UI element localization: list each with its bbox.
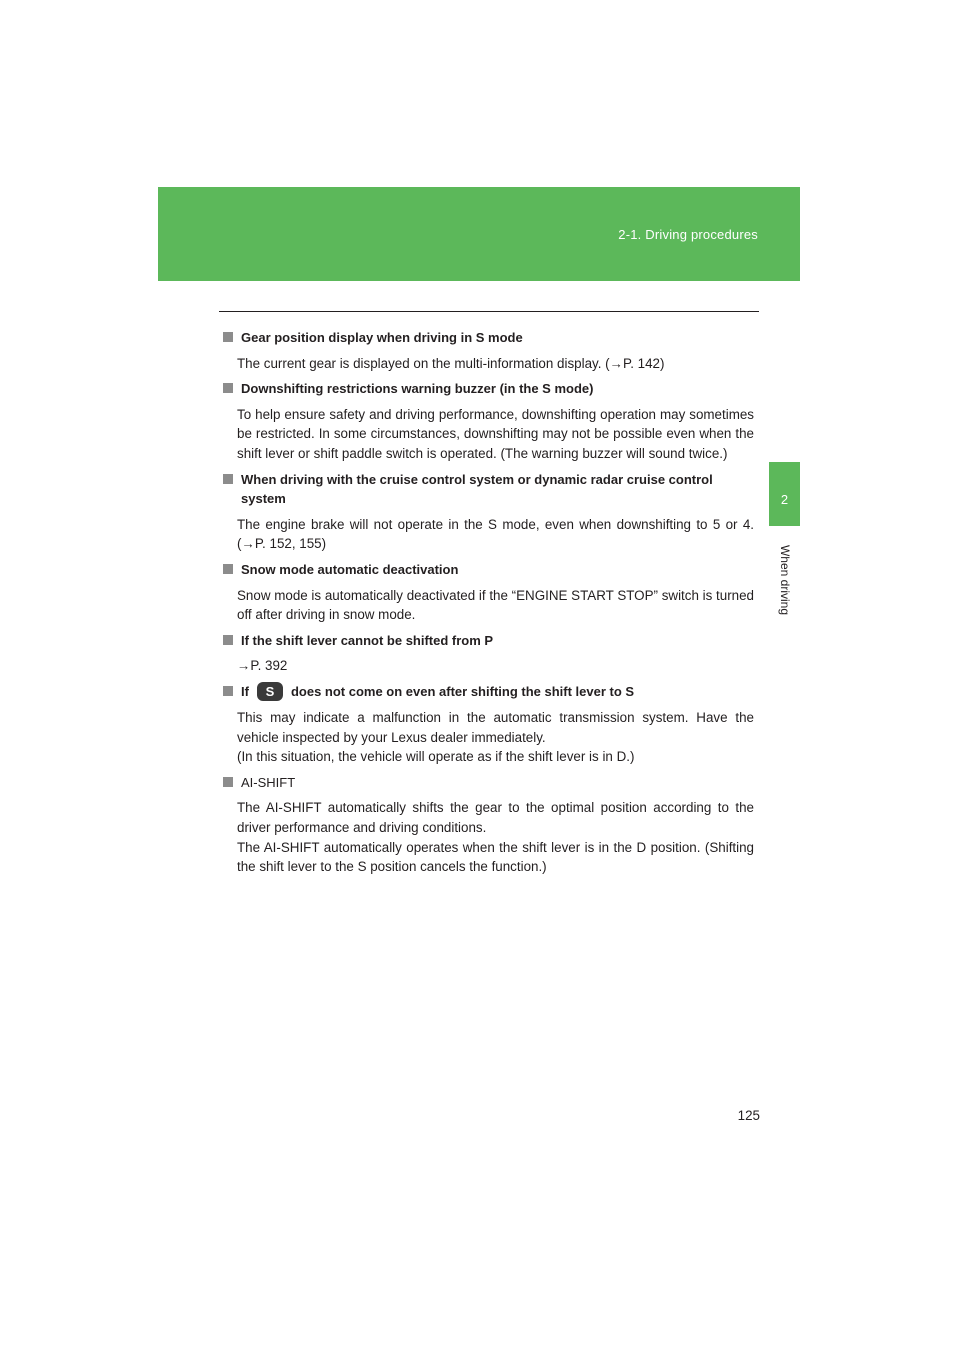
page-number: 125 (737, 1108, 760, 1123)
chapter-number: 2 (780, 492, 789, 507)
section-s-indicator (219, 682, 754, 767)
square-bullet-icon (223, 564, 233, 574)
section-gear-position (219, 328, 754, 373)
section-snow-mode (219, 560, 754, 625)
section-downshift-buzzer (219, 379, 754, 463)
section-body: The AI-SHIFT automatically shifts the gear to the optimal position according to the driver performance and driving conditions. The AI-SHIFT automatically operates when the shift lever is in the D position. (Shifting the shift lever to the S position cancels the function.) (237, 800, 754, 875)
chapter-label: When driving (778, 544, 792, 616)
section-cruise-control (219, 470, 754, 554)
square-bullet-icon (223, 635, 233, 645)
chapter-tab (769, 462, 800, 526)
section-title: 2-1. Driving procedures (618, 227, 758, 242)
page-reference-link[interactable]: →P. 392 (237, 658, 288, 674)
square-bullet-icon (223, 332, 233, 342)
section-body: The current gear is displayed on the multi-information display. (→P. 142) (237, 355, 665, 371)
square-bullet-icon (223, 474, 233, 484)
content-area (219, 328, 754, 883)
section-heading: Gear position display when driving in S mode (219, 328, 754, 348)
divider-rule (219, 311, 759, 312)
section-body: Snow mode is automatically deactivated if the “ENGINE START STOP” switch is turned off after driving in snow mode. (237, 587, 754, 623)
s-mode-indicator-icon: S (257, 682, 283, 701)
square-bullet-icon (223, 686, 233, 696)
section-heading: AI-SHIFT (219, 773, 754, 793)
section-heading: When driving with the cruise control system or dynamic radar cruise control system (219, 470, 754, 509)
square-bullet-icon (223, 383, 233, 393)
square-bullet-icon (223, 777, 233, 787)
section-heading: Downshifting restrictions warning buzzer (in the S mode) (219, 379, 754, 399)
section-ai-shift (219, 773, 754, 877)
section-heading: If S does not come on even after shifting the shift lever to S (219, 682, 754, 702)
section-body (237, 656, 754, 676)
section-body: The engine brake will not operate in the S mode, even when downshifting to 5 or 4. (→P. 152, 155) (237, 516, 754, 552)
section-heading: If the shift lever cannot be shifted from P (219, 631, 754, 651)
section-shift-from-p (219, 631, 754, 676)
section-body: To help ensure safety and driving performance, downshifting operation may sometimes be restricted. In some circumstances, downshifting may not be possible even when the shift lever or shift paddle switch is operated. (The warning buzzer will sound twice.) (237, 406, 754, 461)
section-heading: Snow mode automatic deactivation (219, 560, 754, 580)
chapter-header-band (158, 187, 800, 281)
section-body: This may indicate a malfunction in the automatic transmission system. Have the vehicle inspected by your Lexus dealer immediately. (In this situation, the vehicle will operate as if the shift lever is in D.) (237, 709, 754, 765)
